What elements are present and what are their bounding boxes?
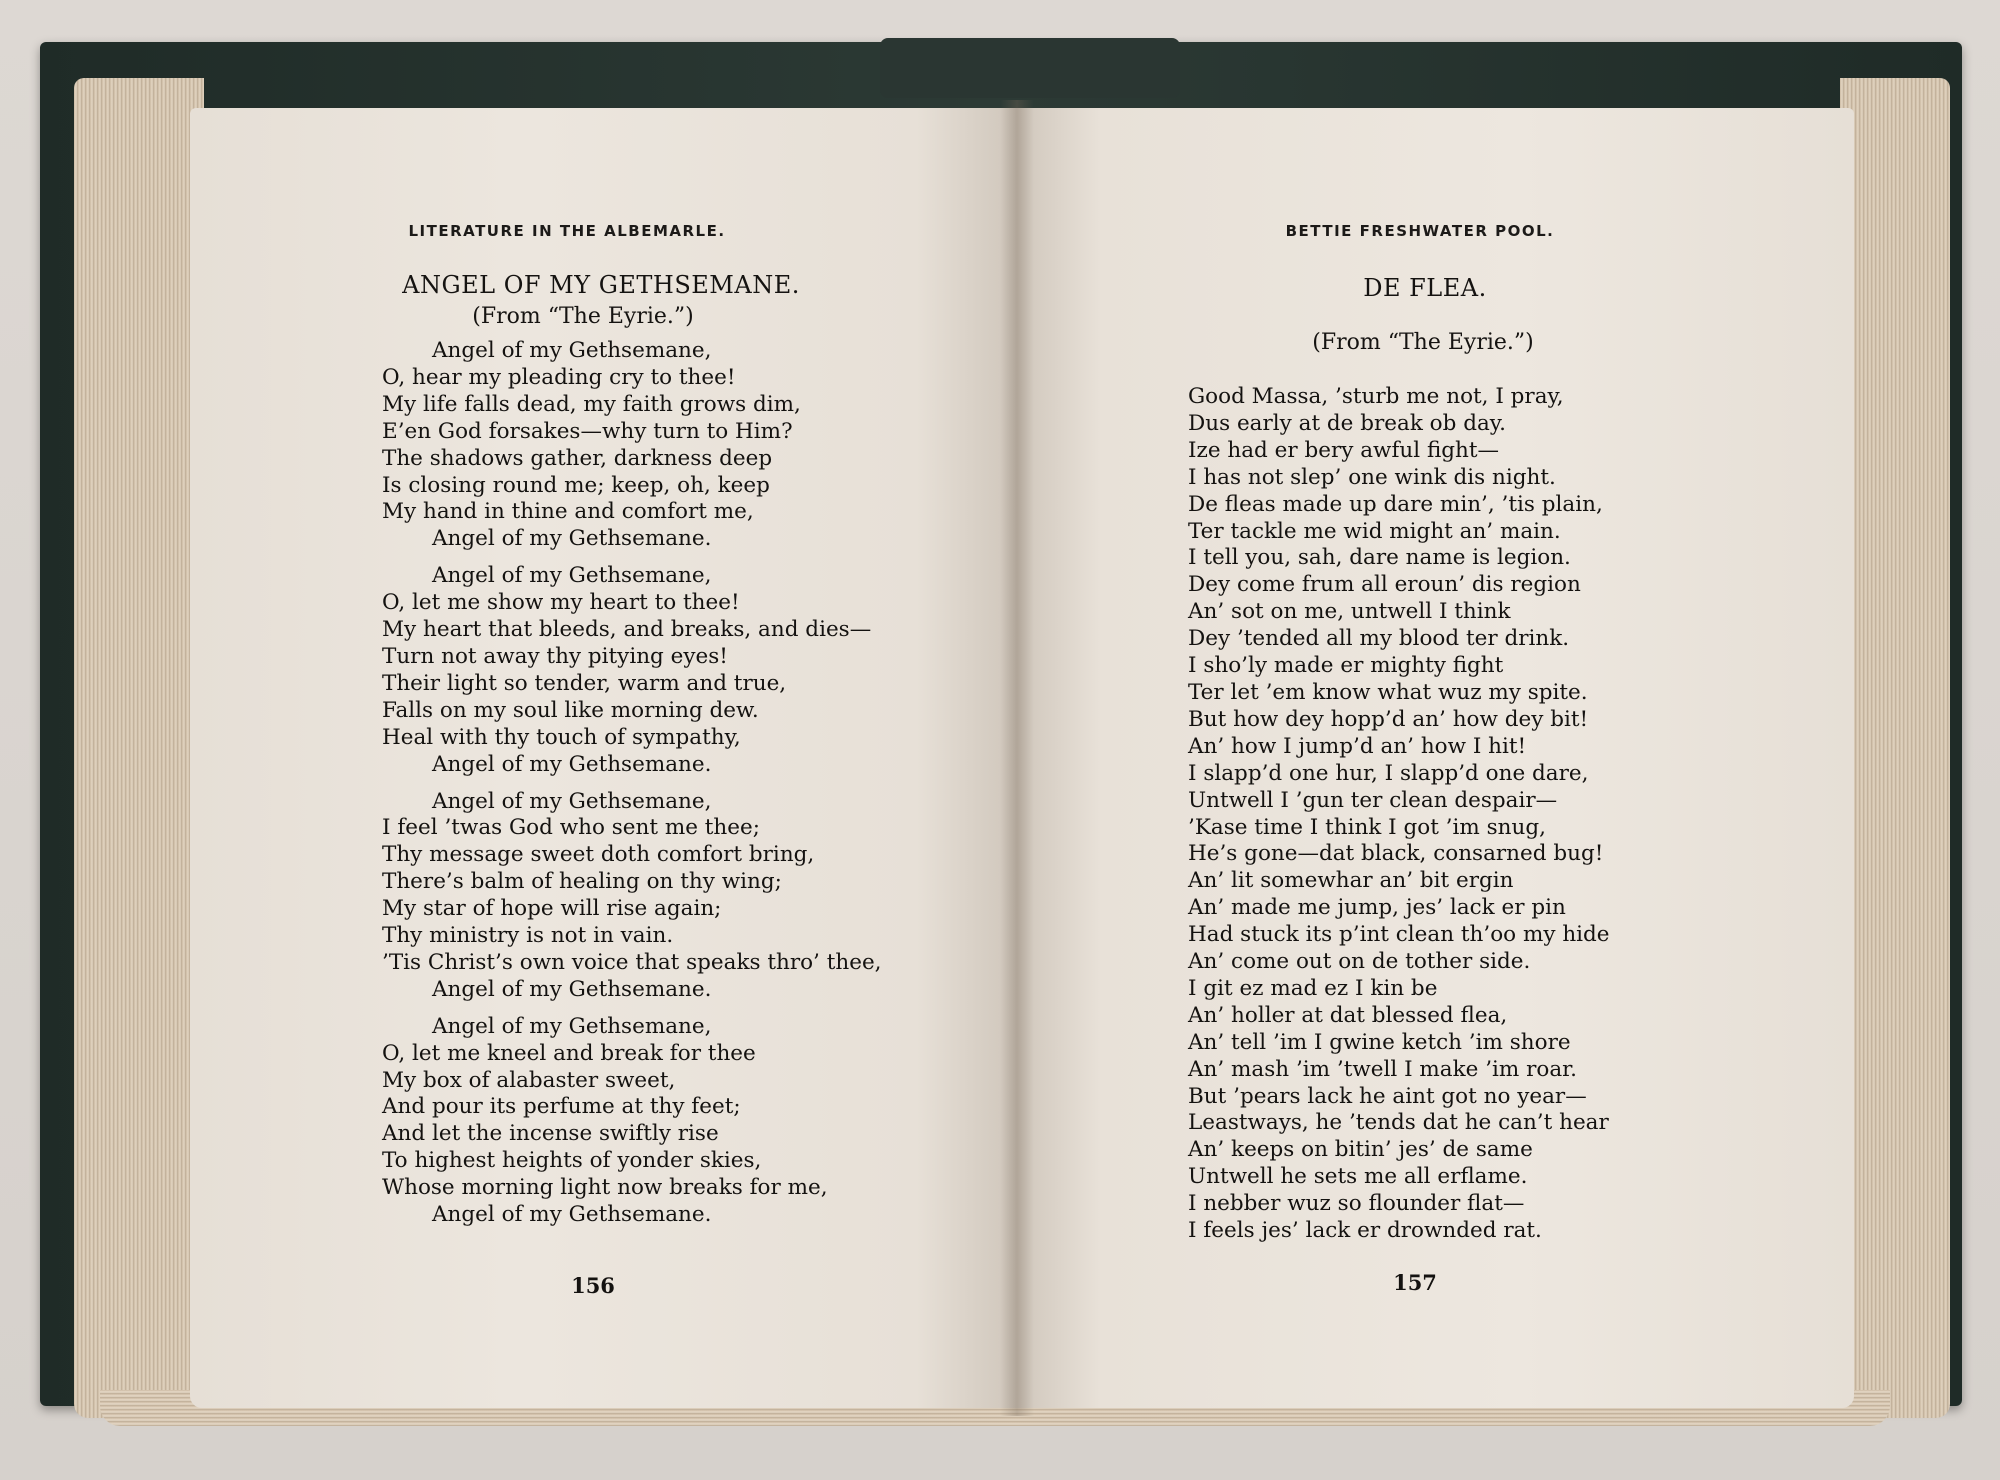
- poem-line: My heart that bleeds, and breaks, and dies—: [382, 617, 872, 643]
- poem-line: Dey ’tended all my blood ter drink.: [1188, 626, 1570, 652]
- poem-line: An’ lit somewhar an’ bit ergin: [1188, 868, 1514, 894]
- left-page-number: 156: [571, 1273, 615, 1298]
- poem-line: Is closing round me; keep, oh, keep: [382, 472, 770, 498]
- left-poem-lines: [382, 338, 882, 1229]
- right-running-head: BETTIE FRESHWATER POOL.: [1285, 222, 1555, 240]
- poem-line: The shadows gather, darkness deep: [382, 445, 773, 471]
- left-poem-source: (From “The Eyrie.”): [472, 304, 694, 329]
- poem-line: And let the incense swiftly rise: [382, 1121, 719, 1147]
- poem-line: Leastways, he ’tends dat he can’t hear: [1188, 1110, 1609, 1136]
- poem-line: Had stuck its p’int clean th’oo my hide: [1188, 922, 1610, 948]
- poem-line: Angel of my Gethsemane.: [432, 976, 712, 1002]
- poem-line: O, hear my pleading cry to thee!: [382, 364, 736, 390]
- poem-line: Angel of my Gethsemane,: [432, 788, 712, 814]
- poem-line: E’en God forsakes—why turn to Him?: [382, 418, 793, 444]
- right-poem-source: (From “The Eyrie.”): [1312, 330, 1534, 355]
- poem-line: Falls on my soul like morning dew.: [382, 697, 759, 723]
- poem-line: Angel of my Gethsemane.: [432, 1202, 712, 1228]
- book-spine: [880, 38, 1180, 98]
- poem-line: Untwell he sets me all erflame.: [1188, 1164, 1528, 1190]
- poem-line: Thy ministry is not in vain.: [382, 923, 674, 949]
- poem-line: Whose morning light now breaks for me,: [382, 1175, 828, 1201]
- poem-line: I nebber wuz so flounder flat—: [1188, 1191, 1525, 1217]
- poem-line: Ter tackle me wid might an’ main.: [1188, 518, 1561, 544]
- poem-line: Angel of my Gethsemane.: [432, 751, 712, 777]
- right-page-number: 157: [1393, 1270, 1437, 1295]
- poem-line: An’ made me jump, jes’ lack er pin: [1188, 895, 1566, 921]
- poem-line: Dus early at de break ob day.: [1188, 410, 1506, 436]
- right-poem-lines: [1188, 384, 1610, 1245]
- poem-line: I git ez mad ez I kin be: [1188, 975, 1438, 1001]
- left-running-head: LITERATURE IN THE ALBEMARLE.: [408, 222, 726, 240]
- poem-line: He’s gone—dat black, consarned bug!: [1188, 841, 1604, 867]
- poem-line: An’ how I jump’d an’ how I hit!: [1188, 733, 1527, 759]
- poem-line: My box of alabaster sweet,: [382, 1067, 676, 1093]
- poem-line: Angel of my Gethsemane,: [432, 563, 712, 589]
- poem-line: Turn not away thy pitying eyes!: [382, 643, 728, 669]
- poem-line: To highest heights of yonder skies,: [382, 1148, 762, 1174]
- poem-line: Good Massa, ’sturb me not, I pray,: [1188, 384, 1564, 409]
- poem-line: I feels jes’ lack er drownded rat.: [1188, 1218, 1542, 1244]
- poem-line: But how dey hopp’d an’ how dey bit!: [1188, 706, 1589, 732]
- poem-line: Angel of my Gethsemane,: [432, 338, 712, 363]
- poem-line: I slapp’d one hur, I slapp’d one dare,: [1188, 760, 1589, 786]
- poem-line: ’Tis Christ’s own voice that speaks thro’ thee,: [382, 949, 882, 975]
- poem-line: There’s balm of healing on thy wing;: [382, 869, 782, 895]
- poem-line: Angel of my Gethsemane.: [432, 526, 712, 552]
- left-page: [190, 108, 1016, 1408]
- poem-line: And pour its perfume at thy feet;: [382, 1094, 741, 1120]
- right-page: [1016, 108, 1854, 1408]
- poem-line: Dey come frum all eroun’ dis region: [1188, 572, 1581, 598]
- poem-line: I has not slep’ one wink dis night.: [1188, 464, 1556, 490]
- poem-line: I tell you, sah, dare name is legion.: [1188, 545, 1571, 571]
- poem-line: Ter let ’em know what wuz my spite.: [1188, 679, 1588, 705]
- right-poem-title: DE FLEA.: [1363, 274, 1487, 302]
- poem-line: My hand in thine and comfort me,: [382, 499, 754, 525]
- poem-line: An’ sot on me, untwell I think: [1188, 599, 1511, 625]
- left-poem-title: ANGEL OF MY GETHSEMANE.: [402, 271, 800, 299]
- poem-line: ’Kase time I think I got ’im snug,: [1188, 814, 1546, 840]
- poem-line: But ’pears lack he aint got no year—: [1188, 1083, 1587, 1109]
- poem-line: My star of hope will rise again;: [382, 896, 722, 922]
- poem-line: Heal with thy touch of sympathy,: [382, 724, 741, 750]
- poem-line: An’ tell ’im I gwine ketch ’im shore: [1188, 1029, 1571, 1055]
- poem-line: I feel ’twas God who sent me thee;: [382, 815, 760, 841]
- page-edges-right: [1840, 78, 1950, 1418]
- poem-line: An’ keeps on bitin’ jes’ de same: [1188, 1137, 1533, 1163]
- poem-line: De fleas made up dare min’, ’tis plain,: [1188, 491, 1603, 517]
- page-edges-left: [74, 78, 204, 1418]
- poem-line: Their light so tender, warm and true,: [382, 670, 787, 696]
- poem-line: Ize had er bery awful fight—: [1188, 437, 1500, 463]
- poem-line: An’ come out on de tother side.: [1188, 949, 1531, 975]
- book-gutter: [1000, 100, 1034, 1416]
- poem-line: My life falls dead, my faith grows dim,: [382, 391, 801, 417]
- poem-line: O, let me show my heart to thee!: [382, 590, 740, 616]
- poem-line: O, let me kneel and break for thee: [382, 1040, 756, 1066]
- poem-line: Angel of my Gethsemane,: [432, 1013, 712, 1039]
- poem-line: I sho’ly made er mighty fight: [1188, 653, 1504, 679]
- poem-line: An’ holler at dat blessed flea,: [1188, 1002, 1508, 1028]
- poem-line: An’ mash ’im ’twell I make ’im roar.: [1188, 1056, 1577, 1082]
- poem-line: Untwell I ’gun ter clean despair—: [1188, 787, 1558, 813]
- poem-line: Thy message sweet doth comfort bring,: [382, 842, 815, 868]
